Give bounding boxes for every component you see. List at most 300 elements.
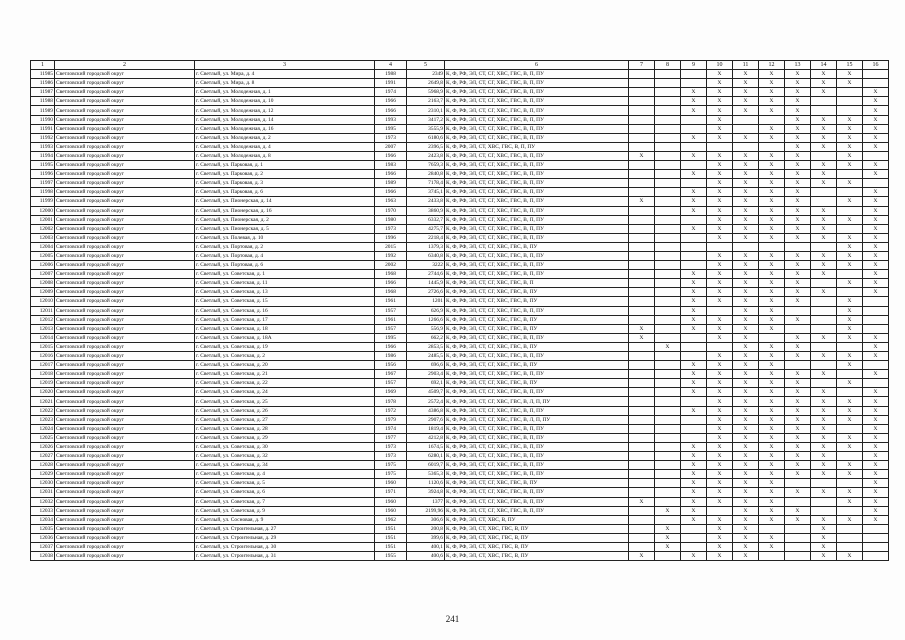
work-mark-cell: X: [811, 461, 837, 470]
municipality-cell: Светловский городской округ: [55, 97, 195, 106]
work-mark-cell: X: [707, 188, 733, 197]
address-cell: г. Светлый, ул. Советская, д. 2: [195, 352, 375, 361]
table-row: [31, 197, 889, 206]
area-cell: 7178,4: [407, 179, 445, 188]
record-number-cell: 12020: [31, 388, 55, 397]
work-mark-cell: X: [863, 224, 889, 233]
work-mark-cell: [655, 133, 681, 142]
record-number-cell: 11997: [31, 179, 55, 188]
area-cell: 400,6: [407, 552, 445, 561]
work-mark-cell: X: [785, 224, 811, 233]
work-mark-cell: X: [863, 206, 889, 215]
work-mark-cell: X: [837, 115, 863, 124]
work-mark-cell: X: [811, 161, 837, 170]
work-mark-cell: X: [759, 133, 785, 142]
year-built-cell: 1968: [375, 288, 407, 297]
area-cell: 2423,8: [407, 151, 445, 160]
table-row: [31, 415, 889, 424]
record-number-cell: 11996: [31, 170, 55, 179]
work-mark-cell: [655, 179, 681, 188]
record-number-cell: 12012: [31, 315, 55, 324]
area-cell: 1674,5: [407, 442, 445, 451]
work-mark-cell: X: [837, 151, 863, 160]
area-cell: 626,9: [407, 306, 445, 315]
work-mark-cell: X: [681, 88, 707, 97]
work-mark-cell: X: [759, 106, 785, 115]
year-built-cell: 1951: [375, 524, 407, 533]
work-mark-cell: [837, 524, 863, 533]
municipality-cell: Светловский городской округ: [55, 415, 195, 424]
work-mark-cell: [681, 342, 707, 351]
work-mark-cell: X: [681, 388, 707, 397]
work-mark-cell: [655, 261, 681, 270]
column-number-3: 3: [195, 61, 375, 70]
record-number-cell: 12017: [31, 361, 55, 370]
table-row: [31, 206, 889, 215]
work-mark-cell: X: [811, 397, 837, 406]
structural-elements-cell: К, Ф, РФ, ЭЛ, СТ, СГ, ХВС, ГВС, В, П, ПУ: [445, 406, 629, 415]
work-mark-cell: [629, 106, 655, 115]
work-mark-cell: [629, 233, 655, 242]
work-mark-cell: X: [655, 506, 681, 515]
work-mark-cell: X: [759, 215, 785, 224]
structural-elements-cell: К, Ф, РФ, ЭЛ, СТ, СГ, ХВС, ГВС, В, Л, П, ПУ: [445, 415, 629, 424]
work-mark-cell: [681, 179, 707, 188]
work-mark-cell: X: [707, 279, 733, 288]
work-mark-cell: X: [681, 315, 707, 324]
work-mark-cell: [837, 224, 863, 233]
year-built-cell: 2015: [375, 242, 407, 251]
work-mark-cell: [811, 106, 837, 115]
area-cell: 6340,8: [407, 251, 445, 260]
work-mark-cell: [629, 452, 655, 461]
work-mark-cell: X: [681, 506, 707, 515]
work-mark-cell: [837, 533, 863, 542]
work-mark-cell: [655, 324, 681, 333]
work-mark-cell: X: [759, 151, 785, 160]
work-mark-cell: [655, 552, 681, 561]
area-cell: 2726,6: [407, 288, 445, 297]
work-mark-cell: [655, 488, 681, 497]
work-mark-cell: [759, 242, 785, 251]
table-row: [31, 506, 889, 515]
work-mark-cell: X: [681, 406, 707, 415]
structural-elements-cell: К, Ф, РФ, ЭЛ, СТ, СГ, ХВС, ГВС, В, П, ПУ: [445, 370, 629, 379]
record-number-cell: 11987: [31, 88, 55, 97]
work-mark-cell: X: [655, 342, 681, 351]
address-cell: г. Светлый, ул. Молодежная, д. 4: [195, 142, 375, 151]
municipality-cell: Светловский городской округ: [55, 206, 195, 215]
address-cell: г. Светлый, ул. Советская, д. 11: [195, 279, 375, 288]
work-mark-cell: X: [811, 470, 837, 479]
work-mark-cell: X: [759, 188, 785, 197]
work-mark-cell: X: [759, 442, 785, 451]
work-mark-cell: X: [759, 415, 785, 424]
table-row: [31, 297, 889, 306]
municipality-cell: Светловский городской округ: [55, 442, 195, 451]
work-mark-cell: X: [811, 70, 837, 79]
work-mark-cell: X: [707, 261, 733, 270]
area-cell: 1377: [407, 497, 445, 506]
record-number-cell: 12035: [31, 524, 55, 533]
work-mark-cell: X: [733, 279, 759, 288]
work-mark-cell: [655, 470, 681, 479]
work-mark-cell: X: [655, 524, 681, 533]
work-mark-cell: X: [837, 315, 863, 324]
table-row: [31, 515, 889, 524]
record-number-cell: 11995: [31, 161, 55, 170]
work-mark-cell: X: [759, 406, 785, 415]
work-mark-cell: X: [863, 124, 889, 133]
area-cell: 2840,8: [407, 170, 445, 179]
work-mark-cell: X: [681, 470, 707, 479]
work-mark-cell: X: [863, 251, 889, 260]
work-mark-cell: X: [837, 324, 863, 333]
record-number-cell: 11989: [31, 106, 55, 115]
column-number-5: 5: [407, 61, 445, 70]
work-mark-cell: X: [707, 488, 733, 497]
area-cell: 5365,3: [407, 470, 445, 479]
municipality-cell: Светловский городской округ: [55, 251, 195, 260]
work-mark-cell: X: [811, 433, 837, 442]
work-mark-cell: X: [707, 297, 733, 306]
structural-elements-cell: К, Ф, РФ, ЭЛ, СТ, СГ, ХВС, ГВС, В, П, ПУ: [445, 206, 629, 215]
work-mark-cell: X: [837, 433, 863, 442]
work-mark-cell: [785, 242, 811, 251]
work-mark-cell: [629, 315, 655, 324]
work-mark-cell: [785, 479, 811, 488]
work-mark-cell: X: [681, 515, 707, 524]
table-row: [31, 497, 889, 506]
work-mark-cell: X: [837, 415, 863, 424]
work-mark-cell: X: [785, 506, 811, 515]
work-mark-cell: [863, 79, 889, 88]
address-cell: г. Светлый, ул. Строительная, д. 27: [195, 524, 375, 533]
work-mark-cell: [629, 352, 655, 361]
work-mark-cell: [629, 515, 655, 524]
work-mark-cell: X: [837, 397, 863, 406]
record-number-cell: 12021: [31, 397, 55, 406]
work-mark-cell: X: [837, 552, 863, 561]
structural-elements-cell: К, Ф, РФ, ЭЛ, СТ, СГ, ХВС, ГВС, В, П, ПУ: [445, 506, 629, 515]
work-mark-cell: [837, 106, 863, 115]
work-mark-cell: [837, 288, 863, 297]
address-cell: г. Светлый, ул. Молодежная, д. 14: [195, 115, 375, 124]
work-mark-cell: X: [759, 379, 785, 388]
record-number-cell: 12008: [31, 279, 55, 288]
work-mark-cell: X: [759, 279, 785, 288]
work-mark-cell: X: [733, 533, 759, 542]
work-mark-cell: [759, 115, 785, 124]
work-mark-cell: [811, 306, 837, 315]
work-mark-cell: X: [681, 370, 707, 379]
address-cell: г. Светлый, ул. Советская, д. 13: [195, 288, 375, 297]
work-mark-cell: X: [785, 151, 811, 160]
record-number-cell: 11991: [31, 124, 55, 133]
work-mark-cell: X: [629, 197, 655, 206]
record-number-cell: 12033: [31, 506, 55, 515]
work-mark-cell: X: [785, 197, 811, 206]
work-mark-cell: X: [811, 542, 837, 551]
municipality-cell: Светловский городской округ: [55, 433, 195, 442]
year-built-cell: 1951: [375, 533, 407, 542]
table-row: [31, 352, 889, 361]
municipality-cell: Светловский городской округ: [55, 142, 195, 151]
structural-elements-cell: К, Ф, РФ, ЭЛ, СТ, ХВС, ГВС, В, ПУ: [445, 533, 629, 542]
table-row: [31, 306, 889, 315]
work-mark-cell: X: [681, 324, 707, 333]
work-mark-cell: [733, 142, 759, 151]
record-number-cell: 11994: [31, 151, 55, 160]
work-mark-cell: X: [759, 542, 785, 551]
year-built-cell: 1993: [375, 115, 407, 124]
record-number-cell: 12016: [31, 352, 55, 361]
work-mark-cell: [707, 342, 733, 351]
work-mark-cell: [655, 70, 681, 79]
table-row: [31, 251, 889, 260]
year-built-cell: 1979: [375, 415, 407, 424]
work-mark-cell: [811, 497, 837, 506]
work-mark-cell: X: [811, 415, 837, 424]
work-mark-cell: X: [655, 542, 681, 551]
work-mark-cell: X: [863, 106, 889, 115]
work-mark-cell: X: [733, 442, 759, 451]
area-cell: 696,6: [407, 361, 445, 370]
work-mark-cell: X: [785, 170, 811, 179]
work-mark-cell: [811, 242, 837, 251]
work-mark-cell: X: [811, 515, 837, 524]
work-mark-cell: X: [707, 124, 733, 133]
year-built-cell: 1970: [375, 206, 407, 215]
work-mark-cell: X: [837, 515, 863, 524]
year-built-cell: 1980: [375, 215, 407, 224]
work-mark-cell: X: [863, 215, 889, 224]
work-mark-cell: X: [759, 124, 785, 133]
work-mark-cell: X: [733, 170, 759, 179]
work-mark-cell: X: [785, 133, 811, 142]
year-built-cell: 1961: [375, 297, 407, 306]
table-row: [31, 524, 889, 533]
year-built-cell: 1963: [375, 197, 407, 206]
work-mark-cell: [785, 542, 811, 551]
record-number-cell: 12003: [31, 233, 55, 242]
work-mark-cell: X: [837, 406, 863, 415]
municipality-cell: Светловский городской округ: [55, 170, 195, 179]
work-mark-cell: X: [733, 70, 759, 79]
work-mark-cell: X: [733, 161, 759, 170]
work-mark-cell: [785, 361, 811, 370]
record-number-cell: 12009: [31, 288, 55, 297]
record-number-cell: 12037: [31, 542, 55, 551]
work-mark-cell: X: [811, 488, 837, 497]
work-mark-cell: X: [707, 70, 733, 79]
work-mark-cell: X: [837, 124, 863, 133]
work-mark-cell: [733, 124, 759, 133]
area-cell: 2907,6: [407, 415, 445, 424]
year-built-cell: 1974: [375, 88, 407, 97]
work-mark-cell: X: [733, 251, 759, 260]
work-mark-cell: [681, 261, 707, 270]
area-cell: 3924,8: [407, 488, 445, 497]
structural-elements-cell: К, Ф, РФ, ЭЛ, СТ, СГ, ХВС, ГВС, В, П, ПУ: [445, 224, 629, 233]
work-mark-cell: X: [707, 324, 733, 333]
area-cell: 2310,1: [407, 106, 445, 115]
work-mark-cell: X: [863, 188, 889, 197]
work-mark-cell: [759, 524, 785, 533]
work-mark-cell: X: [759, 488, 785, 497]
table-row: [31, 324, 889, 333]
work-mark-cell: X: [785, 470, 811, 479]
work-mark-cell: X: [811, 115, 837, 124]
work-mark-cell: X: [837, 306, 863, 315]
work-mark-cell: X: [837, 488, 863, 497]
work-mark-cell: X: [707, 170, 733, 179]
work-mark-cell: [863, 306, 889, 315]
work-mark-cell: X: [629, 333, 655, 342]
work-mark-cell: X: [863, 424, 889, 433]
address-cell: г. Светлый, ул. Строительная, д. 30: [195, 542, 375, 551]
work-mark-cell: [863, 542, 889, 551]
work-mark-cell: [629, 433, 655, 442]
municipality-cell: Светловский городской округ: [55, 161, 195, 170]
work-mark-cell: X: [863, 388, 889, 397]
work-mark-cell: X: [759, 288, 785, 297]
address-cell: г. Светлый, ул. Портовая, д. 2: [195, 242, 375, 251]
address-cell: г. Светлый, ул. Советская, д. 25: [195, 397, 375, 406]
table-row: [31, 279, 889, 288]
work-mark-cell: [681, 251, 707, 260]
work-mark-cell: X: [681, 552, 707, 561]
year-built-cell: 1978: [375, 397, 407, 406]
work-mark-cell: X: [681, 452, 707, 461]
work-mark-cell: X: [733, 397, 759, 406]
address-cell: г. Светлый, ул. Советская, д. 22: [195, 379, 375, 388]
address-cell: г. Светлый, ул. Советская, д. 28: [195, 424, 375, 433]
work-mark-cell: X: [811, 88, 837, 97]
work-mark-cell: X: [863, 497, 889, 506]
work-mark-cell: [837, 206, 863, 215]
work-mark-cell: [629, 397, 655, 406]
work-mark-cell: [629, 270, 655, 279]
work-mark-cell: [863, 315, 889, 324]
address-cell: г. Светлый, ул. Советская, д. 24: [195, 388, 375, 397]
work-mark-cell: X: [811, 333, 837, 342]
work-mark-cell: [655, 497, 681, 506]
work-mark-cell: X: [811, 179, 837, 188]
work-mark-cell: [629, 470, 655, 479]
work-mark-cell: [837, 97, 863, 106]
work-mark-cell: [759, 333, 785, 342]
structural-elements-cell: К, Ф, РФ, ЭЛ, СТ, СГ, ХВС, ГВС, В, ПУ: [445, 297, 629, 306]
year-built-cell: 1960: [375, 506, 407, 515]
record-number-cell: 12026: [31, 442, 55, 451]
year-built-cell: 1995: [375, 124, 407, 133]
column-number-9: 9: [681, 61, 707, 70]
work-mark-cell: [655, 433, 681, 442]
work-mark-cell: [681, 524, 707, 533]
work-mark-cell: X: [863, 333, 889, 342]
municipality-cell: Светловский городской округ: [55, 79, 195, 88]
municipality-cell: Светловский городской округ: [55, 179, 195, 188]
municipality-cell: Светловский городской округ: [55, 124, 195, 133]
address-cell: г. Светлый, ул. Пионерская, д. 16: [195, 206, 375, 215]
work-mark-cell: X: [759, 88, 785, 97]
structural-elements-cell: К, Ф, РФ, ЭЛ, СТ, ХВС, ГВС, В, П, ПУ: [445, 142, 629, 151]
area-cell: 2396,5: [407, 142, 445, 151]
work-mark-cell: [655, 224, 681, 233]
structural-elements-cell: К, Ф, РФ, ЭЛ, СТ, СГ, ХВС, ГВС, В, П, ПУ: [445, 251, 629, 260]
table-row: [31, 542, 889, 551]
address-cell: г. Светлый, ул. Советская, д. 19: [195, 342, 375, 351]
record-number-cell: 11999: [31, 197, 55, 206]
table-row: [31, 406, 889, 415]
work-mark-cell: X: [837, 215, 863, 224]
work-mark-cell: X: [863, 515, 889, 524]
address-cell: г. Светлый, ул. Советская, д. 9: [195, 506, 375, 515]
municipality-cell: Светловский городской округ: [55, 342, 195, 351]
work-mark-cell: X: [681, 297, 707, 306]
work-mark-cell: [681, 533, 707, 542]
work-mark-cell: [655, 151, 681, 160]
work-mark-cell: X: [707, 433, 733, 442]
work-mark-cell: X: [785, 461, 811, 470]
work-mark-cell: X: [733, 424, 759, 433]
area-cell: 2853,5: [407, 342, 445, 351]
work-mark-cell: X: [733, 297, 759, 306]
work-mark-cell: X: [759, 251, 785, 260]
work-mark-cell: X: [681, 188, 707, 197]
work-mark-cell: X: [863, 88, 889, 97]
work-mark-cell: X: [863, 470, 889, 479]
work-mark-cell: X: [707, 497, 733, 506]
record-number-cell: 12034: [31, 515, 55, 524]
column-number-10: 10: [707, 61, 733, 70]
work-mark-cell: X: [733, 324, 759, 333]
work-mark-cell: X: [837, 179, 863, 188]
work-mark-cell: X: [863, 461, 889, 470]
work-mark-cell: X: [707, 352, 733, 361]
work-mark-cell: [811, 361, 837, 370]
table-row: [31, 188, 889, 197]
work-mark-cell: [811, 188, 837, 197]
work-mark-cell: [629, 488, 655, 497]
work-mark-cell: [655, 142, 681, 151]
work-mark-cell: X: [811, 524, 837, 533]
work-mark-cell: [655, 315, 681, 324]
work-mark-cell: [629, 251, 655, 260]
area-cell: 692,1: [407, 379, 445, 388]
table-row: [31, 452, 889, 461]
column-number-16: 16: [863, 61, 889, 70]
work-mark-cell: X: [707, 442, 733, 451]
year-built-cell: 1956: [375, 361, 407, 370]
work-mark-cell: X: [759, 70, 785, 79]
year-built-cell: 1957: [375, 306, 407, 315]
address-cell: г. Светлый, ул. Советская, д. 21: [195, 370, 375, 379]
work-mark-cell: X: [629, 552, 655, 561]
work-mark-cell: X: [707, 524, 733, 533]
record-number-cell: 12000: [31, 206, 55, 215]
structural-elements-cell: К, Ф, РФ, ЭЛ, СТ, СГ, ХВС, ГВС, В, П, ПУ: [445, 161, 629, 170]
municipality-cell: Светловский городской округ: [55, 242, 195, 251]
record-number-cell: 12018: [31, 370, 55, 379]
work-mark-cell: [629, 70, 655, 79]
address-cell: г. Светлый, ул. Молодежная, д. 16: [195, 124, 375, 133]
work-mark-cell: [655, 170, 681, 179]
municipality-cell: Светловский городской округ: [55, 188, 195, 197]
structural-elements-cell: К, Ф, РФ, ЭЛ, СТ, СГ, ХВС, ГВС, В, ПУ: [445, 342, 629, 351]
work-mark-cell: X: [811, 406, 837, 415]
